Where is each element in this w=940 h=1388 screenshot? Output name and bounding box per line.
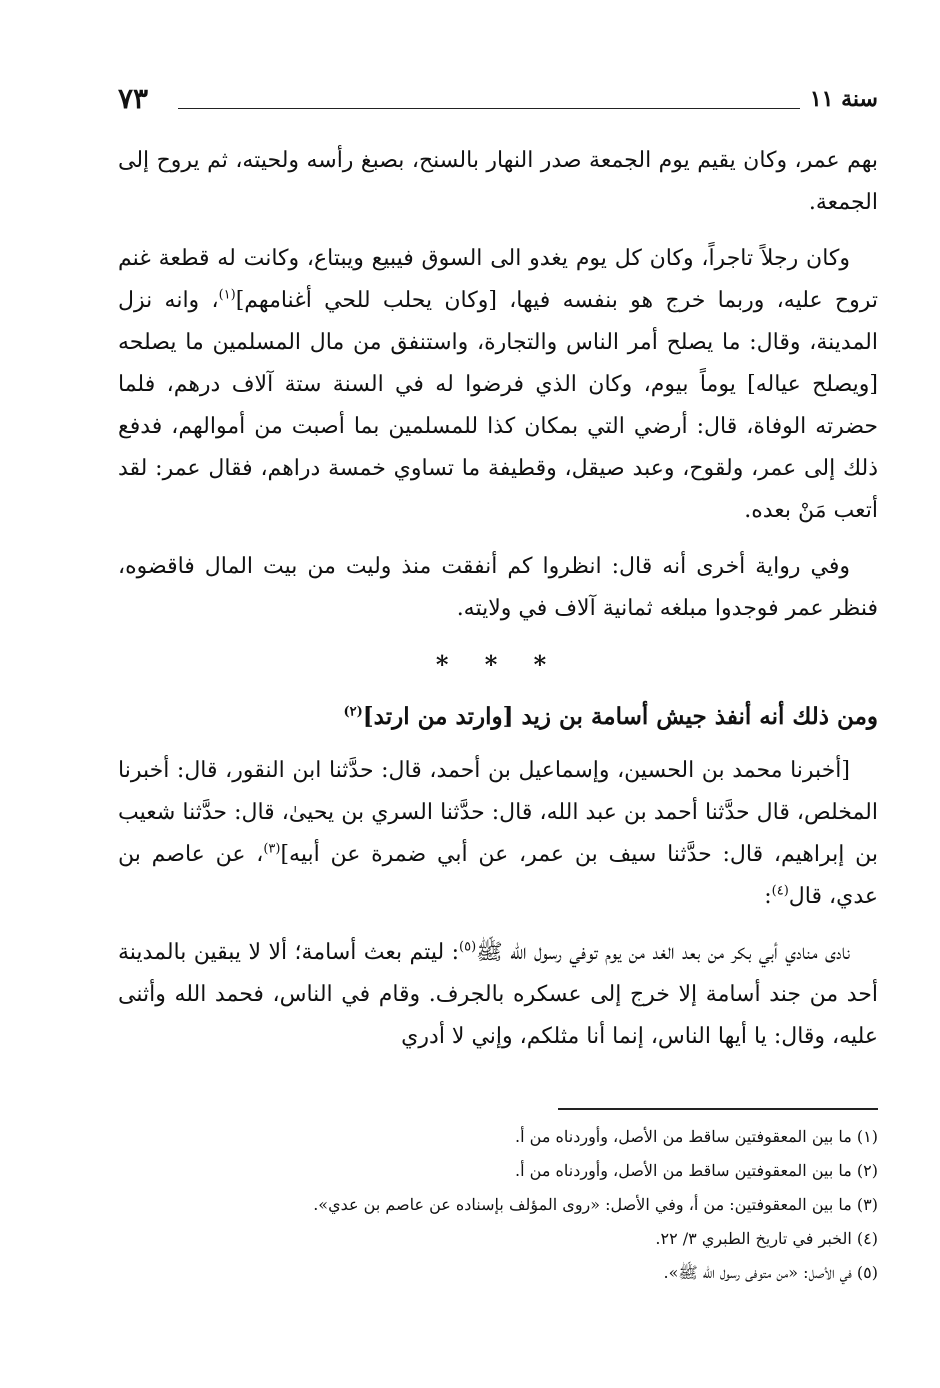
footnote-ref-1[interactable]: (١) xyxy=(218,287,236,303)
paragraph-2-text-a: وكان رجلاً تاجراً، وكان كل يوم يغدو الى السوق فيبيع ويبتاع، وكانت له قطعة غنم تروح عليه، وربما خرج هو بنفسه فيها، [وكان يحلب للحي أغنامهم] xyxy=(118,246,878,313)
footnote-5: (٥) في الأصل: «من متوفى رسول الله ﷺ». xyxy=(663,1263,878,1282)
footnote-2: (٢) ما بين المعقوفتين ساقط من الأصل، وأوردناه من أ. xyxy=(515,1161,878,1180)
section-heading xyxy=(118,696,878,738)
footnote-separator xyxy=(558,1108,878,1110)
paragraph-2-text-b: ، وانه نزل المدينة، وقال: ما يصلح أمر الناس والتجارة، واستنفق من مال المسلمين ما يصلحه [ويصلح عياله] يوماً بيوم، وكان الذي فرضوا له في السنة ستة آلاف درهم، فلما حضرته الوفاة، قال: أرضي التي بمكان كذا للمسلمين بما أصبت من أموالهم، فدفع ذلك إلى عمر، ولقوح، وعبد صيقل، وقطيفة ما تساوي خمسة دراهم، فقال عمر: لقد أتعب مَنْ بعده. xyxy=(118,288,879,523)
footnote-ref-2[interactable]: (٢) xyxy=(343,704,363,720)
paragraph-4-text-a: [أخبرنا محمد بن الحسين، وإسماعيل بن أحمد، قال: حدَّثنا ابن النقور، قال: أخبرنا المخلص، قال حدَّثنا أحمد بن عبد الله، قال: حدَّثنا السري بن يحيىٰ، قال: حدَّثنا شعيب بن إبراهيم، قال: حدَّثنا سيف بن عمر، عن أبي ضمرة عن أبيه] xyxy=(118,758,878,867)
footnote-3: (٣) ما بين المعقوفتين: من أ، وفي الأصل: «روى المؤلف بإسناده عن عاصم بن عدي». xyxy=(313,1195,878,1214)
paragraph-3 xyxy=(118,546,878,630)
paragraph-5 xyxy=(118,932,878,1058)
section-separator: * * * xyxy=(435,650,561,679)
paragraph-4-text-b: ، عن عاصم بن عدي، قال xyxy=(118,842,878,909)
paragraph-1 xyxy=(118,140,878,224)
paragraph-2 xyxy=(118,238,878,532)
footnote-4: (٤) الخبر في تاريخ الطبري ٣/ ٢٢. xyxy=(655,1229,878,1248)
footnotes xyxy=(118,1120,878,1290)
paragraph-3-text: وفي رواية أخرى أنه قال: انظروا كم أنفقت منذ وليت من بيت المال فاقضوه، فنظر عمر فوجدوا مبلغه ثمانية آلاف في ولايته. xyxy=(118,554,878,621)
section-heading-text: ومن ذلك أنه أنفذ جيش أسامة بن زيد [وارتد من ارتد] xyxy=(362,703,878,730)
paragraph-5-text-b: : ليتم بعث أسامة؛ ألا لا يبقين بالمدينة أحد من جند أسامة إلا خرج إلى عسكره بالجرف. وقام في الناس، فحمد الله وأثنى عليه، وقال: يا أيها الناس، إنما أنا مثلكم، وإني لا أدري xyxy=(118,940,878,1049)
footnote-ref-5[interactable]: (٥) xyxy=(459,939,477,955)
paragraph-1-text: بهم عمر، وكان يقيم يوم الجمعة صدر النهار بالسنح، بصبغ رأسه ولحيته، ثم يروح إلى الجمعة. xyxy=(118,148,878,215)
page-number: ٧٣ xyxy=(118,82,149,115)
footnote-ref-3[interactable]: (٣) xyxy=(263,841,281,857)
paragraph-4-text-c: : xyxy=(764,884,772,909)
footnote-ref-4[interactable]: (٤) xyxy=(771,883,789,899)
footnote-1: (١) ما بين المعقوفتين ساقط من الأصل، وأوردناه من أ. xyxy=(515,1127,878,1146)
main-text xyxy=(118,140,878,1072)
paragraph-5-text-a: نادى منادي أبي بكر من بعد الغد من يوم توفي رسول الله ﷺ xyxy=(476,940,850,965)
running-header xyxy=(118,82,878,122)
header-section-title: سنة ١١ xyxy=(809,86,878,112)
header-rule xyxy=(178,108,800,109)
paragraph-4 xyxy=(118,750,878,918)
